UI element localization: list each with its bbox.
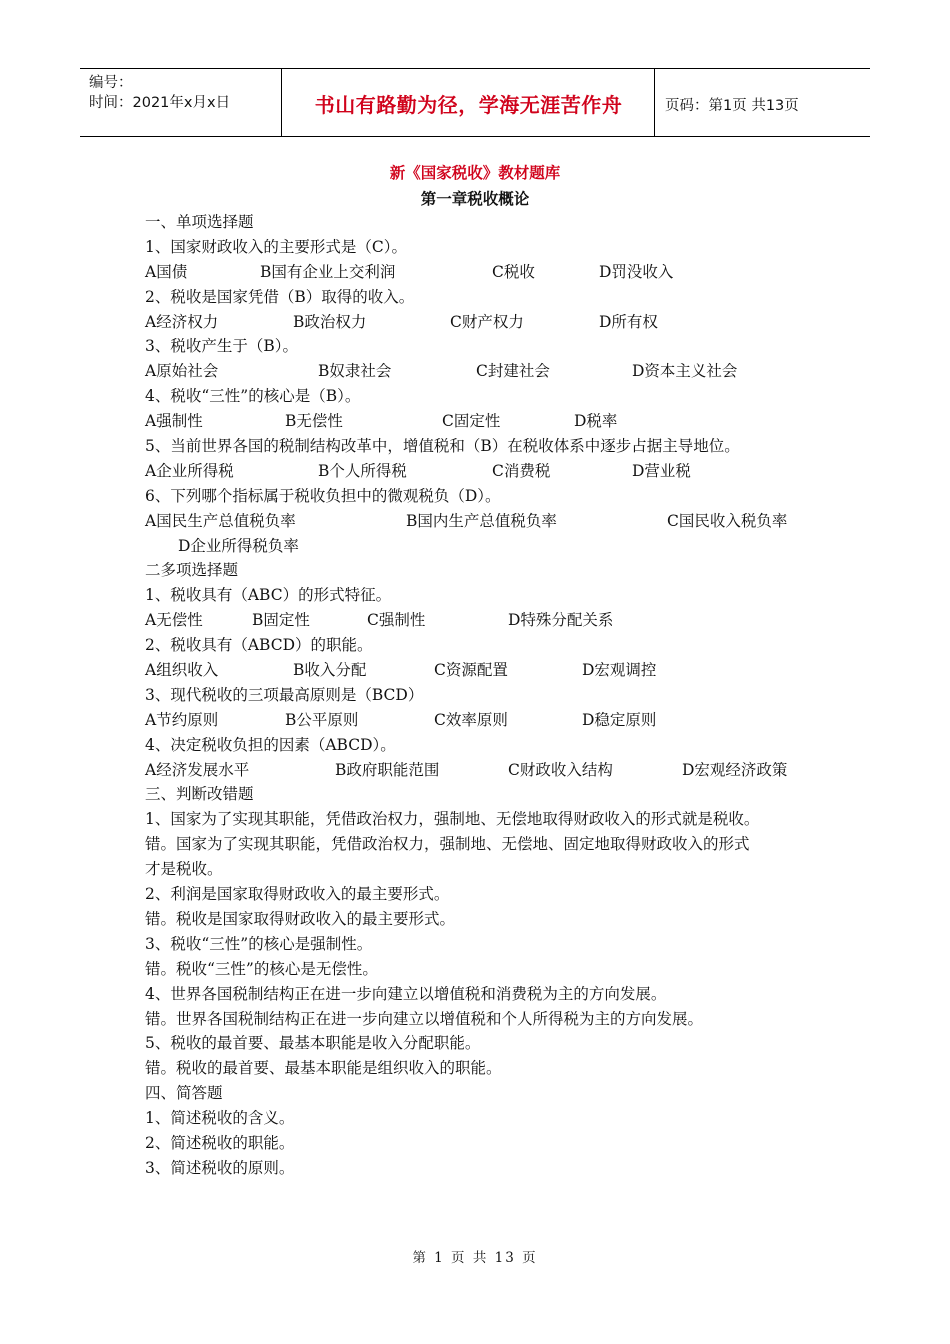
question: 6、下列哪个指标属于税收负担中的微观税负（D）。 <box>145 486 501 505</box>
chapter-title: 第一章税收概论 <box>420 189 530 208</box>
option-row <box>145 758 815 783</box>
document-body <box>145 210 815 1181</box>
option: B政治权力 <box>293 312 367 331</box>
section-heading: 二多项选择题 <box>145 561 239 580</box>
option: A国债 <box>145 262 188 281</box>
question: 3、税收产生于（B）。 <box>145 337 299 356</box>
short-question: 2、简述税收的职能。 <box>145 1133 295 1152</box>
correction: 错。世界各国税制结构正在进一步向建立以增值税和个人所得税为主的方向发展。 <box>145 1009 704 1028</box>
statement: 1、国家为了实现其职能，凭借政治权力，强制地、无偿地取得财政收入的形式就是税收。 <box>145 810 760 829</box>
page-header <box>80 68 870 137</box>
question: 4、决定税收负担的因素（ABCD）。 <box>145 735 396 754</box>
header-meta <box>89 73 230 113</box>
question: 5、当前世界各国的税制结构改革中，增值税和（B）在税收体系中逐步占据主导地位。 <box>145 437 740 456</box>
correction: 才是税收。 <box>145 860 223 879</box>
option-row <box>145 260 815 285</box>
option: A节约原则 <box>145 710 219 729</box>
option: B国内生产总值税负率 <box>406 511 557 530</box>
option: D营业税 <box>632 461 691 480</box>
option: A企业所得税 <box>145 461 234 480</box>
option: C税收 <box>492 262 535 281</box>
section-heading: 三、判断改错题 <box>145 785 254 804</box>
section-heading: 四、简答题 <box>145 1084 223 1103</box>
option-row <box>145 608 815 633</box>
option: B国有企业上交利润 <box>260 262 396 281</box>
time-label: 时间：2021年x月x日 <box>89 95 231 111</box>
option: C国民收入税负率 <box>667 511 788 530</box>
option: D罚没收入 <box>599 262 674 281</box>
option: C固定性 <box>442 412 501 431</box>
question: 3、现代税收的三项最高原则是（BCD） <box>145 685 424 704</box>
option: D宏观调控 <box>582 661 657 680</box>
page-footer: 第 1 页 共 13 页 <box>412 1250 538 1266</box>
option: B无偿性 <box>285 412 343 431</box>
option: A组织收入 <box>145 661 219 680</box>
option: D特殊分配关系 <box>508 611 614 630</box>
option: A经济发展水平 <box>145 760 250 779</box>
header-page-label: 页码：第1页 共13页 <box>665 98 799 114</box>
option: A无偿性 <box>145 611 203 630</box>
option: D税率 <box>574 412 618 431</box>
short-question: 1、简述税收的含义。 <box>145 1109 295 1128</box>
option-row <box>145 534 815 559</box>
option: C资源配置 <box>434 661 508 680</box>
correction: 错。税收是国家取得财政收入的最主要形式。 <box>145 909 456 928</box>
option: B公平原则 <box>285 710 359 729</box>
option-row <box>145 409 815 434</box>
correction: 错。税收的最首要、最基本职能是组织收入的职能。 <box>145 1059 502 1078</box>
option: D企业所得税负率 <box>178 536 299 555</box>
option: A强制性 <box>145 412 203 431</box>
question: 4、税收“三性”的核心是（B）。 <box>145 387 361 406</box>
option: C效率原则 <box>434 710 508 729</box>
statement: 3、税收“三性”的核心是强制性。 <box>145 934 373 953</box>
option: B个人所得税 <box>318 461 407 480</box>
option: C消费税 <box>492 461 551 480</box>
number-label: 编号： <box>89 75 133 91</box>
option: B收入分配 <box>293 661 367 680</box>
question: 1、税收具有（ABC）的形式特征。 <box>145 586 392 605</box>
option-row <box>145 658 815 683</box>
header-divider-right <box>654 69 655 136</box>
option-row <box>145 310 815 335</box>
option: C强制性 <box>367 611 426 630</box>
option: C封建社会 <box>476 362 550 381</box>
option-row <box>145 459 815 484</box>
option: C财产权力 <box>450 312 524 331</box>
option: D稳定原则 <box>582 710 657 729</box>
option: B政府职能范围 <box>335 760 440 779</box>
option-row <box>145 359 815 384</box>
option-row <box>145 509 815 534</box>
header-motto: 书山有路勤为径，学海无涯苦作舟 <box>314 93 623 117</box>
section-heading: 一、单项选择题 <box>145 213 254 231</box>
option: B固定性 <box>252 611 310 630</box>
question: 2、税收是国家凭借（B）取得的收入。 <box>145 287 415 306</box>
option: B奴隶社会 <box>318 362 392 381</box>
option-row <box>145 708 815 733</box>
option: D所有权 <box>599 312 658 331</box>
correction: 错。国家为了实现其职能，凭借政治权力，强制地、无偿地、固定地取得财政收入的形式 <box>145 835 750 854</box>
option: A原始社会 <box>145 362 219 381</box>
statement: 4、世界各国税制结构正在进一步向建立以增值税和消费税为主的方向发展。 <box>145 984 667 1003</box>
option: D宏观经济政策 <box>682 760 788 779</box>
option: A国民生产总值税负率 <box>145 511 296 530</box>
statement: 2、利润是国家取得财政收入的最主要形式。 <box>145 885 450 904</box>
option: D资本主义社会 <box>632 362 738 381</box>
document-title: 新《国家税收》教材题库 <box>389 163 561 182</box>
correction: 错。税收“三性”的核心是无偿性。 <box>145 959 378 978</box>
statement: 5、税收的最首要、最基本职能是收入分配职能。 <box>145 1034 481 1053</box>
short-question: 3、简述税收的原则。 <box>145 1158 295 1177</box>
option: A经济权力 <box>145 312 219 331</box>
question: 1、国家财政收入的主要形式是（C）。 <box>145 237 407 256</box>
question: 2、税收具有（ABCD）的职能。 <box>145 636 373 655</box>
option: C财政收入结构 <box>508 760 613 779</box>
